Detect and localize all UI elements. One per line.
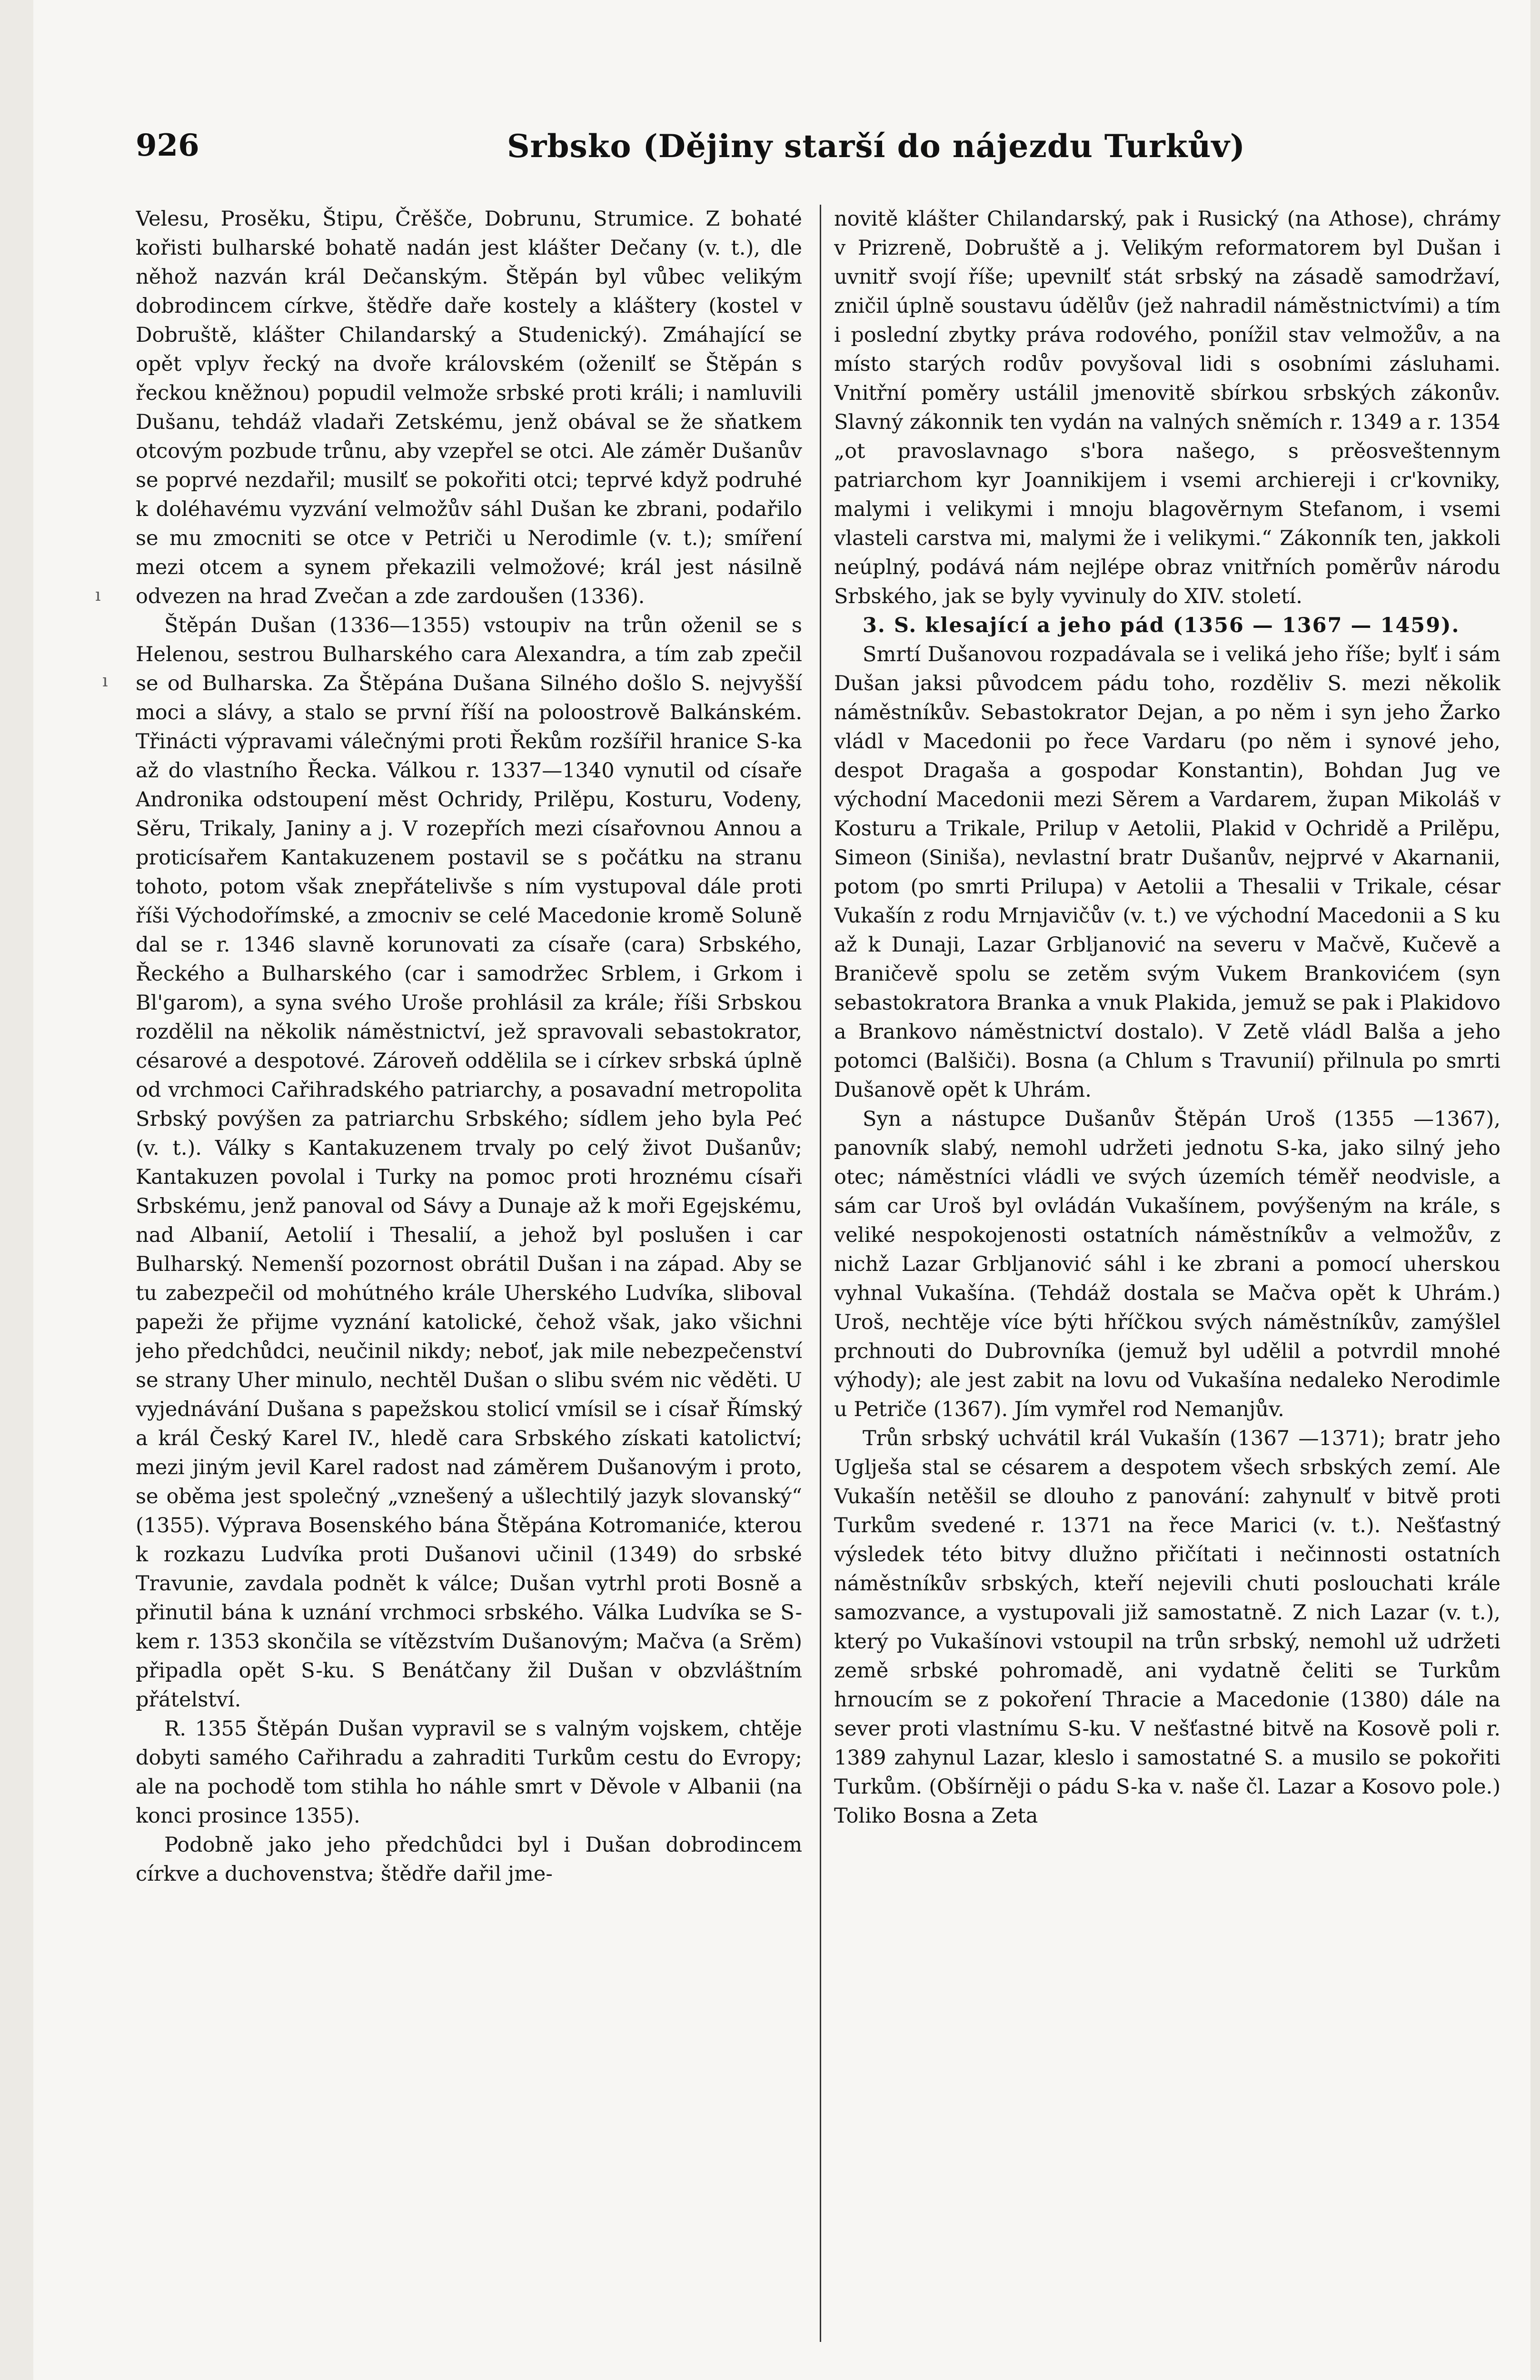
- left-column: [136, 205, 802, 2342]
- paragraph: Trůn srbský uchvátil král Vukašín (1367 —1371); bratr jeho Uglješa stal se césarem a despotem všech srbských zemí. Ale Vukašín netěšil se dlouho z panování: zahynulť v bitvě proti Turkům svedené r. 1371 na řece Marici (v. t.). Nešťastný výsledek této bitvy dlužno přičítati i nečinnosti ostatních náměstníkův srbských, kteří nejevili chuti poslouchati krále samozvance, a vystupovali již samostatně. Z nich Lazar (v. t.), který po Vukašínovi vstoupil na trůn srbský, nemohl už udržeti země srbské pohromadě, ani vydatně čeliti se Turkům hrnoucím se z pokoření Thracie a Macedonie (1380) dále na sever proti vlastnímu S-ku. V nešťastné bitvě na Kosově poli r. 1389 zahynul Lazar, kleslo i samostatné S. a musilo se pokořiti Turkům. (Obšírněji o pádu S-ka v. naše čl. Lazar a Kosovo pole.) Toliko Bosna a Zeta: [834, 1427, 1500, 1828]
- paragraph: Smrtí Dušanovou rozpadávala se i veliká jeho říše; bylť i sám Dušan jaksi původcem pádu toho, rozděliv S. mezi několik náměstníkův. Sebastokrator Dejan, a po něm i syn jeho Žarko vládl v Macedonii po řece Vardaru (po něm i synové jeho, despot Dragaša a gospodar Konstantin), Bohdan Jug ve východní Macedonii mezi Sěrem a Vardarem, župan Mikoláš v Kosturu a Trikale, Prilup v Aetolii, Plakid v Ochridě a Prilěpu, Simeon (Siniša), nevlastní bratr Dušanův, nejprvé v Akarnanii, potom (po smrti Prilupa) v Aetolii a Thesalii v Trikale, césar Vukašín z rodu Mrnjavičův (v. t.) ve východní Macedonii a S ku až k Dunaji, Lazar Grbljanović na severu v Mačvě, Kučevě a Braničevě spolu se zetěm svým Vukem Brankovićem (syn sebastokratora Branka a vnuk Plakida, jemuž se pak i Plakidovo a Brankovo náměstnictví dostalo). V Zetě vládl Balša a jeho potomci (Balšiči). Bosna (a Chlum s Travunií) přilnula po smrti Dušanově opět k Uhrám.: [834, 643, 1500, 1102]
- margin-mark: ı: [102, 671, 108, 691]
- paragraph: Podobně jako jeho předchůdci byl i Dušan dobrodincem církve a duchovenstva; štědře dařil jme-: [136, 1833, 802, 1886]
- page-header: [136, 128, 1421, 180]
- page-number: 926: [136, 128, 199, 163]
- paragraph: Velesu, Prosěku, Štipu, Črěšče, Dobrunu, Strumice. Z bohaté kořisti bulharské bohatě nadán jest klášter Dečany (v. t.), dle něhož nazván král Dečanským. Štěpán byl vůbec velikým dobrodincem církve, štědře daře kostely a kláštery (kostel v Dobruště, klášter Chilandarský a Studenický). Zmáhající se opět vplyv řecký na dvoře královském (oženilť se Štěpán s řeckou kněžnou) popudil velmože srbské proti králi; i namluvili Dušanu, tehdáž vladaři Zetskému, jenž obával se že sňatkem otcovým pozbude trůnu, aby vzepřel se otci. Ale záměr Dušanův se poprvé nezdařil; musilť se pokořiti otci; teprvé když podruhé k doléhavému vyzvání velmožův sáhl Dušan ke zbrani, podařilo se mu zmocniti se otce v Petriči u Nerodimle (v. t.); smíření mezi otcem a synem překazili velmožové; král jest násilně odvezen na hrad Zvečan a zde zardoušen (1336).: [136, 207, 802, 608]
- paragraph: Štěpán Dušan (1336—1355) vstoupiv na trůn oženil se s Helenou, sestrou Bulharského cara Alexandra, a tím zab zpečil se od Bulharska. Za Štěpána Dušana Silného došlo S. nejvyšší moci a slávy, a stalo se první říší na poloostrově Balkánském. Třinácti výpravami válečnými proti Řekům rozšířil hranice S-ka až do vlastního Řecka. Válkou r. 1337—1340 vynutil od císaře Andronika odstoupení měst Ochridy, Prilěpu, Kosturu, Vodeny, Sěru, Trikaly, Janiny a j. V rozepřích mezi císařovnou Annou a proticísařem Kantakuzenem postavil se s počátku na stranu tohoto, potom však znepřátelivše s ním vystupoval dále proti říši Východořímské, a zmocniv se celé Macedonie kromě Soluně dal se r. 1346 slavně korunovati za císaře (cara) Srbského, Řeckého a Bulharského (car i samodržec Srblem, i Grkom i Bl'garom), a syna svého Uroše prohlásil za krále; říši Srbskou rozdělil na několik náměstnictví, jež spravovali sebastokrator, césarové a despotové. Zároveň oddělila se i církev srbská úplně od vrchmoci Cařihradského patriarchy, a posavadní metropolita Srbský povýšen za patriarchu Srbského; sídlem jeho byla Peć (v. t.). Války s Kantakuzenem trvaly po celý život Dušanův; Kantakuzen povolal i Turky na pomoc proti hroznému císaři Srbskému, jenž panoval od Sávy a Dunaje až k moři Egejskému, nad Albanií, Aetolií i Thesalií, a jehož byl poslušen i car Bulharský. Nemenší pozornost obrátil Dušan i na západ. Aby se tu zabezpečil od mohútného krále Uherského Ludvíka, sliboval papeži že přijme vyznání katolické, čehož však, jako všichni jeho předchůdci, neučinil nikdy; neboť, jak mile nebezpečenství se strany Uher minulo, nechtěl Dušan o slibu svém nic věděti. U vyjednávání Dušana s papežskou stolicí vmísil se i císař Římský a král Český Karel IV., hledě cara Srbského získati katolictví; mezi jiným jevil Karel radost nad záměrem Dušanovým i proto, se oběma jest společný „vznešený a ušlechtilý jazyk slovanský“ (1355). Výprava Bosenského bána Štěpána Kotromaniće, kterou k rozkazu Ludvíka proti Dušanovi učinil (1349) do srbské Travunie, zavdala podnět k válce; Dušan vytrhl proti Bosně a přinutil bána k uznání vrchmoci srbského. Válka Ludvíka se S-kem r. 1353 skončila se vítězstvím Dušanovým; Mačva (a Srěm) připadla opět S-ku. S Benátčany žil Dušan v obzvláštním přátelství.: [136, 614, 802, 1712]
- right-column: [834, 205, 1500, 2342]
- section-heading: 3. S. klesající a jeho pád (1356 — 1367 — 1459).: [863, 614, 1460, 637]
- column-divider: [820, 205, 821, 2342]
- paragraph: R. 1355 Štěpán Dušan vypravil se s valným vojskem, chtěje dobyti samého Cařihradu a zahraditi Turkům cestu do Evropy; ale na pochodě tom stihla ho náhle smrt v Děvole v Albanii (na konci prosince 1355).: [136, 1717, 802, 1828]
- page-edge-right: [1530, 0, 1540, 2380]
- page-edge-shadow: [0, 0, 33, 2380]
- margin-mark: ı: [95, 585, 101, 605]
- running-head: Srbsko (Dějiny starší do nájezdu Turkův): [507, 128, 1246, 165]
- paragraph: novitě klášter Chilandarský, pak i Rusický (na Athose), chrámy v Prizreně, Dobruště a j. Velikým reformatorem byl Dušan i uvnitř svojí říše; upevnilť stát srbský na zásadě samodržaví, zničil úplně soustavu údělův (jež nahradil náměstnictvími) a tím i poslední zbytky práva rodového, ponížil stav velmožův, a na místo starých rodův povyšoval lidi s osobními zásluhami. Vnitřní poměry ustálil jmenovitě sbírkou srbských zákonův. Slavný zákonnik ten vydán na valných sněmích r. 1349 a r. 1354 „ot pravoslavnago s'bora našego, s prěosveštennym patriarchom kyr Joannikijem i vsemi archiereji i cr'kovniky, malymi i velikymi i mnoju blagověrnym Stefanom, i vsemi vlasteli carstva mi, malymi že i velikymi.“ Zákonník ten, jakkoli neúplný, podává nám nejlépe obraz vnitřních poměrův národu Srbského, jak se byly vyvinuly do XIV. století.: [834, 207, 1500, 608]
- paragraph: Syn a nástupce Dušanův Štěpán Uroš (1355 —1367), panovník slabý, nemohl udržeti jednotu S-ka, jako silný jeho otec; náměstníci vládli ve svých územích téměř neodvisle, a sám car Uroš byl ovládán Vukašínem, povýšeným na krále, s veliké nespokojenosti ostatních náměstníkův a velmožův, z nichž Lazar Grbljanović sáhl i ke zbrani a pomocí uherskou vyhnal Vukašína. (Tehdáž dostala se Mačva opět k Uhrám.) Uroš, nechtěje více býti hříčkou svých náměstníkův, zamýšlel prchnouti do Dubrovníka (jemuž byl udělil a potvrdil mnohé výhody); ale jest zabit na lovu od Vukašína nedaleko Nerodimle u Petriče (1367). Jím vymřel rod Nemanjův.: [834, 1107, 1500, 1421]
